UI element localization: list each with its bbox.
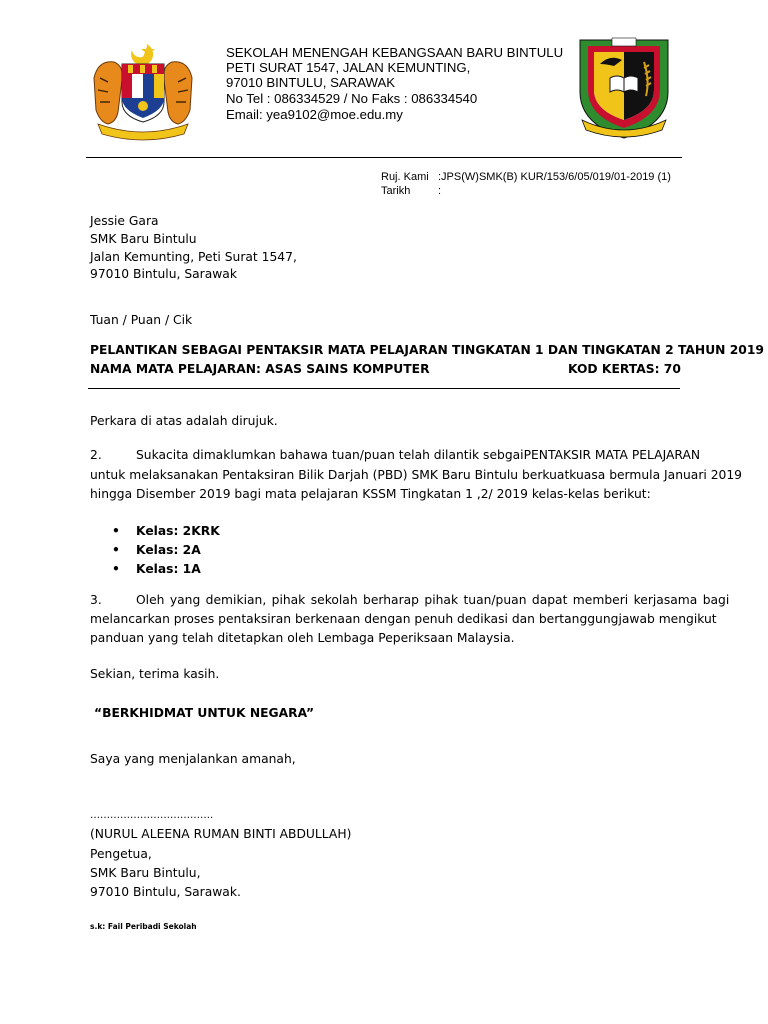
- subject-underline: [88, 388, 680, 389]
- recipient-school: SMK Baru Bintulu: [90, 232, 197, 246]
- date-label: Tarikh: [381, 185, 411, 197]
- paragraph-2-line1: [136, 448, 701, 462]
- carbon-copy-note: s.k: Fail Peribadi Sekolah: [90, 922, 197, 931]
- class-list-item: [112, 543, 201, 557]
- class-label: Kelas: 1A: [136, 562, 201, 576]
- school-name: SEKOLAH MENENGAH KEBANGSAAN BARU BINTULU: [226, 45, 564, 60]
- paragraph-1: Perkara di atas adalah dirujuk.: [90, 414, 278, 428]
- ref-label: Ruj. Kami: [381, 171, 429, 183]
- class-label: Kelas: 2A: [136, 543, 201, 557]
- closing-trust: Saya yang menjalankan amanah,: [90, 752, 296, 766]
- paragraph-3-line3: panduan yang telah ditetapkan oleh Lembaga Peperiksaan Malaysia.: [90, 631, 515, 645]
- subject-title: PELANTIKAN SEBAGAI PENTAKSIR MATA PELAJARAN TINGKATAN 1 DAN TINGKATAN 2 TAHUN 2019: [90, 343, 764, 357]
- signer-title: Pengetua,: [90, 847, 152, 861]
- signer-name: (NURUL ALEENA RUMAN BINTI ABDULLAH): [90, 827, 352, 841]
- signature-line: ……………………………….: [90, 810, 214, 821]
- date-value: :: [438, 185, 442, 197]
- signer-address: 97010 Bintulu, Sarawak.: [90, 885, 241, 899]
- paragraph-3-number: 3.: [90, 593, 102, 607]
- school-address-line1: PETI SURAT 1547, JALAN KEMUNTING,: [226, 60, 471, 75]
- paragraph-2-line2: untuk melaksanakan Pentaksiran Bilik Darjah (PBD) SMK Baru Bintulu berkuatkuasa bermula Januari 2019: [90, 468, 742, 482]
- paragraph-2-line1-text: Sukacita dimaklumkan bahawa tuan/puan telah dilantik sebgai: [136, 448, 524, 462]
- paragraph-3-line1: Oleh yang demikian, pihak sekolah berharap pihak tuan/puan dapat memberi kerjasama bagi: [136, 593, 730, 607]
- subject-name: NAMA MATA PELAJARAN: ASAS SAINS KOMPUTER: [90, 362, 430, 376]
- school-crest-icon: [574, 34, 674, 140]
- paragraph-3-line2: melancarkan proses pentaksiran berkenaan dengan penuh dedikasi dan bertanggungjawab mengikut: [90, 612, 717, 626]
- bullet-icon: •: [112, 543, 120, 557]
- paper-code: KOD KERTAS: 70: [568, 362, 681, 376]
- recipient-address2: 97010 Bintulu, Sarawak: [90, 267, 237, 281]
- paragraph-2-line3: hingga Disember 2019 bagi mata pelajaran KSSM Tingkatan 1 ,2/ 2019 kelas-kelas berikut:: [90, 487, 651, 501]
- recipient-address1: Jalan Kemunting, Peti Surat 1547,: [90, 250, 297, 264]
- class-label: Kelas: 2KRK: [136, 524, 220, 538]
- school-address-line2: 97010 BINTULU, SARAWAK: [226, 75, 396, 90]
- paragraph-2-line1-highlight: PENTAKSIR MATA PELAJARAN: [523, 448, 701, 462]
- closing-motto: “BERKHIDMAT UNTUK NEGARA”: [94, 706, 315, 720]
- salutation: Tuan / Puan / Cik: [90, 313, 193, 327]
- class-list-item: [112, 524, 220, 538]
- closing-thanks: Sekian, terima kasih.: [90, 667, 220, 681]
- bullet-icon: •: [112, 562, 120, 576]
- bullet-icon: •: [112, 524, 120, 538]
- malaysia-coat-of-arms-icon: [88, 38, 198, 142]
- ref-value: :JPS(W)SMK(B) KUR/153/6/05/019/01-2019 (1): [438, 171, 671, 183]
- paragraph-2-number: 2.: [90, 448, 102, 462]
- signer-school: SMK Baru Bintulu,: [90, 866, 201, 880]
- school-phone-fax: No Tel : 086334529 / No Faks : 086334540: [226, 91, 478, 106]
- class-list-item: [112, 562, 201, 576]
- header-divider: [86, 157, 682, 158]
- school-email: Email: yea9102@moe.edu.my: [226, 107, 403, 122]
- recipient-name: Jessie Gara: [90, 214, 159, 228]
